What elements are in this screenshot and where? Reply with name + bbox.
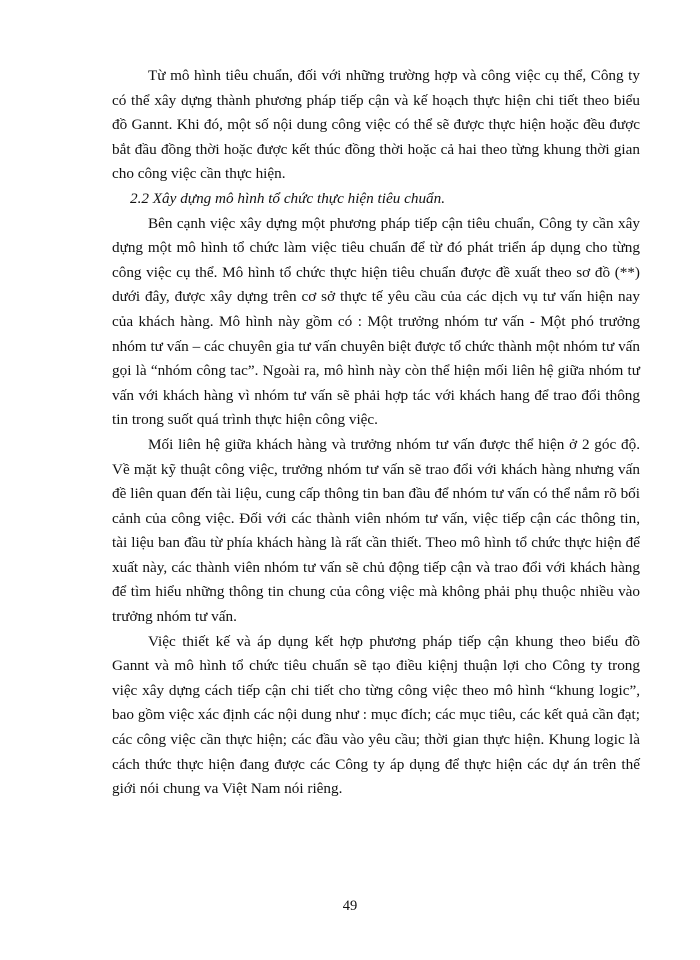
paragraph-gantt-approach: Từ mô hình tiêu chuẩn, đối với những trường hợp và công việc cụ thể, Công ty có thể xây dựng thành phương pháp tiếp cận và kế hoạch thực hiện chi tiết theo biểu đồ Gannt. Khi đó, một số nội dung công việc có thể sẽ được thực hiện hoặc đều được bắt đầu đồng thời hoặc được kết thúc đồng thời hoặc cả hai theo từng khung thời gian cho công việc cần thực hiện. [112,67,640,183]
body-text [112,64,640,802]
paragraph-client-relationship: Mối liên hệ giữa khách hàng và trưởng nhóm tư vấn được thể hiện ở 2 góc độ. Về mặt kỹ thuật công việc, trưởng nhóm tư vấn sẽ trao đổi với khách hàng nhưng vấn đề liên quan đến tài liệu, cung cấp thông tin ban đầu để nhóm tư vấn có thể nắm rõ bối cảnh của công việc. Đối với các thành viên nhóm tư vấn, việc tiếp cận các thông tin, tài liệu ban đầu từ phía khách hàng là rất cần thiết. Theo mô hình tổ chức thực hiện để xuất này, các thành viên nhóm tư vấn sẽ chủ động tiếp cận và trao đổi với khách hàng để tìm hiểu những thông tin chung của công việc mà không phải phụ thuộc nhiều vào trưởng nhóm tư vấn. [112,435,640,626]
section-heading-2-2: 2.2 Xây dựng mô hình tổ chức thực hiện tiêu chuẩn. [130,189,446,207]
page-number: 49 [342,898,358,914]
paragraph-organization-model: Bên cạnh việc xây dựng một phương pháp tiếp cận tiêu chuẩn, Công ty cần xây dựng một mô hình tổ chức làm việc tiêu chuẩn để từ đó phát triển áp dụng cho từng công việc cụ thể. Mô hình tổ chức thực hiện tiêu chuẩn được đề xuất theo sơ đồ (**) dưới đây, được xây dựng trên cơ sở thực tế yêu cầu của các dịch vụ tư vấn hiện nay của khách hàng. Mô hình này gồm có : Một trưởng nhóm tư vấn - Một phó trưởng nhóm tư vấn – các chuyên gia tư vấn chuyên biệt được tổ chức thành một nhóm tư vấn gọi là “nhóm công tac”. Ngoài ra, mô hình này còn thể hiện mối liên hệ giữa nhóm tư vấn với khách hàng vì nhóm tư vấn sẽ phải hợp tác với khách hang để trao đổi thông tin trong suốt quá trình thực hiện công việc. [112,214,640,429]
paragraph-logical-framework: Việc thiết kế và áp dụng kết hợp phương pháp tiếp cận khung theo biểu đồ Gannt và mô hình tổ chức tiêu chuẩn sẽ tạo điều kiệnj thuận lợi cho Công ty trong việc xây dựng cách tiếp cận chi tiết cho từng công việc theo mô hình “khung logic”, bao gồm việc xác định các nội dung như : mục đích; các mục tiêu, các kết quả cần đạt; các công việc cần thực hiện; các đầu vào yêu cầu; thời gian thực hiện. Khung logic là cách thức thực hiện đang được các Công ty áp dụng để thực hiện các dự án trên thế giới nói chung va Việt Nam nói riêng. [112,632,640,798]
